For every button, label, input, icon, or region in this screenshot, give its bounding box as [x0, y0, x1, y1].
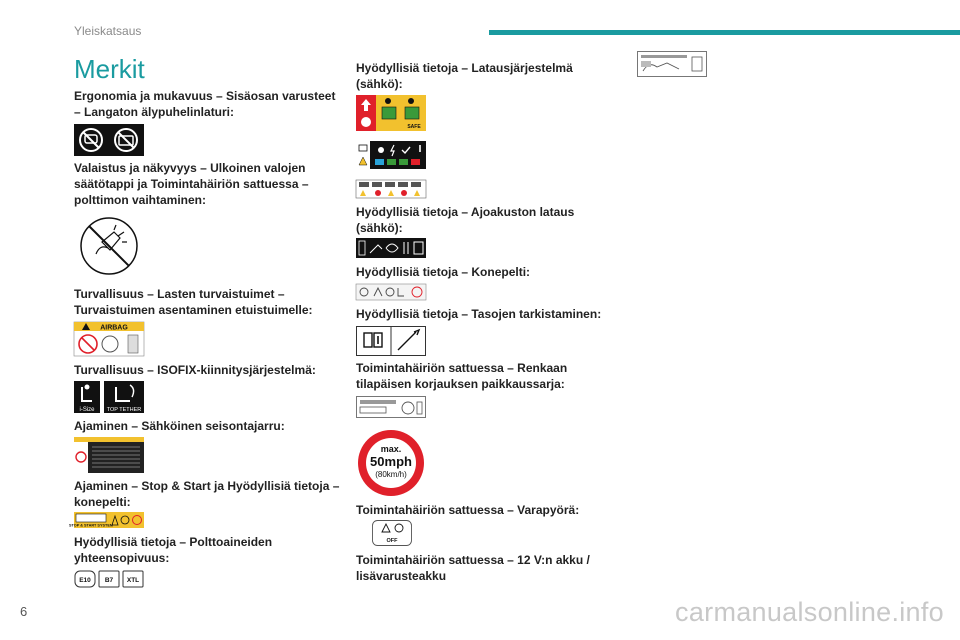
label-traction-charging: Hyödyllisiä tietoja – Ajoakuston lataus (sähkö): — [356, 205, 575, 235]
label-lighting: Valaistus ja näkyvyys – Ulkoinen valojen säätötappi ja Toimintahäiriön sattuessa – polttimon vaihtaminen: — [74, 161, 309, 207]
label-child-seats: Turvallisuus – Lasten turvaistuimet – Turvaistuimen asentaminen etuistuimelle: — [74, 287, 313, 317]
label-repair-kit: Toimintahäiriön sattuessa – Renkaan tilapäisen korjauksen paikkaussarja: — [356, 361, 568, 391]
label-charging-system: Hyödyllisiä tietoja – Latausjärjestelmä (sähkö): — [356, 61, 573, 91]
speed-limit-sign — [356, 428, 426, 498]
svg-text:B7: B7 — [104, 577, 114, 584]
speed-kmh-text: (80km/h) — [375, 470, 407, 479]
charging-safety-sticker — [356, 180, 426, 198]
label-spare-wheel: Toimintahäiriön sattuessa – Varapyörä: — [356, 503, 580, 517]
label-stop-start: Ajaminen – Stop & Start ja Hyödyllisiä tietoja – konepelti: — [74, 479, 340, 509]
svg-text:AIRBAG: AIRBAG — [100, 324, 128, 332]
section-title: Merkit — [74, 54, 145, 84]
battery-sticker — [637, 51, 707, 77]
svg-text:STOP & START SYSTEM: STOP & START SYSTEM — [68, 523, 114, 528]
wireless-charger-pictograms — [74, 124, 144, 156]
watermark: carmanualsonline.info — [675, 597, 944, 627]
bonnet-pictograms — [356, 284, 426, 300]
fuel-xtl-icon — [123, 571, 143, 587]
svg-text:TOP TETHER: TOP TETHER — [106, 407, 142, 413]
speed-mph-text: 50mph — [370, 454, 412, 469]
fuel-e10-icon — [75, 571, 95, 587]
hot-bulb-warning-pictogram — [74, 212, 144, 276]
stop-start-bonnet-label — [68, 512, 144, 528]
label-isofix: Turvallisuus – ISOFIX-kiinnitysjärjestelmä: — [74, 363, 316, 377]
repair-kit-sticker — [356, 396, 426, 418]
svg-text:OFF: OFF — [386, 538, 398, 544]
fuel-compatibility-labels — [74, 570, 144, 588]
label-levels: Hyödyllisiä tietoja – Tasojen tarkistaminen: — [356, 307, 602, 321]
label-fuels: Hyödyllisiä tietoja – Polttoaineiden yhteensopivuus: — [74, 535, 273, 565]
header-accent-bar — [489, 30, 960, 35]
page-number: 6 — [20, 604, 28, 619]
parking-brake-label — [74, 437, 144, 473]
traction-battery-charging-pictograms — [356, 238, 426, 258]
label-ergonomics: Ergonomia ja mukavuus – Sisäosan varusteet – Langaton älypuhelinlaturi: — [74, 89, 336, 119]
svg-text:i-Size: i-Size — [79, 407, 95, 413]
charging-system-sticker — [356, 95, 426, 131]
label-battery: Toimintahäiriön sattuessa – 12 V:n akku / lisävarusteakku — [356, 553, 590, 583]
levels-check-pictograms — [356, 326, 426, 356]
running-header: Yleiskatsaus — [74, 24, 142, 38]
airbag-warning-sticker — [74, 322, 144, 356]
svg-text:XTL: XTL — [126, 577, 140, 584]
svg-text:SAFE: SAFE — [407, 124, 421, 130]
charging-status-indicator-sticker — [356, 141, 426, 169]
fuel-b7-icon — [99, 571, 119, 587]
isofix-pictograms — [74, 381, 144, 413]
label-parking-brake: Ajaminen – Sähköinen seisontajarru: — [74, 419, 285, 433]
label-bonnet: Hyödyllisiä tietoja – Konepelti: — [356, 265, 531, 279]
speed-max-text: max. — [380, 444, 402, 454]
spare-wheel-off-pictogram — [372, 520, 412, 546]
svg-text:E10: E10 — [79, 577, 91, 584]
